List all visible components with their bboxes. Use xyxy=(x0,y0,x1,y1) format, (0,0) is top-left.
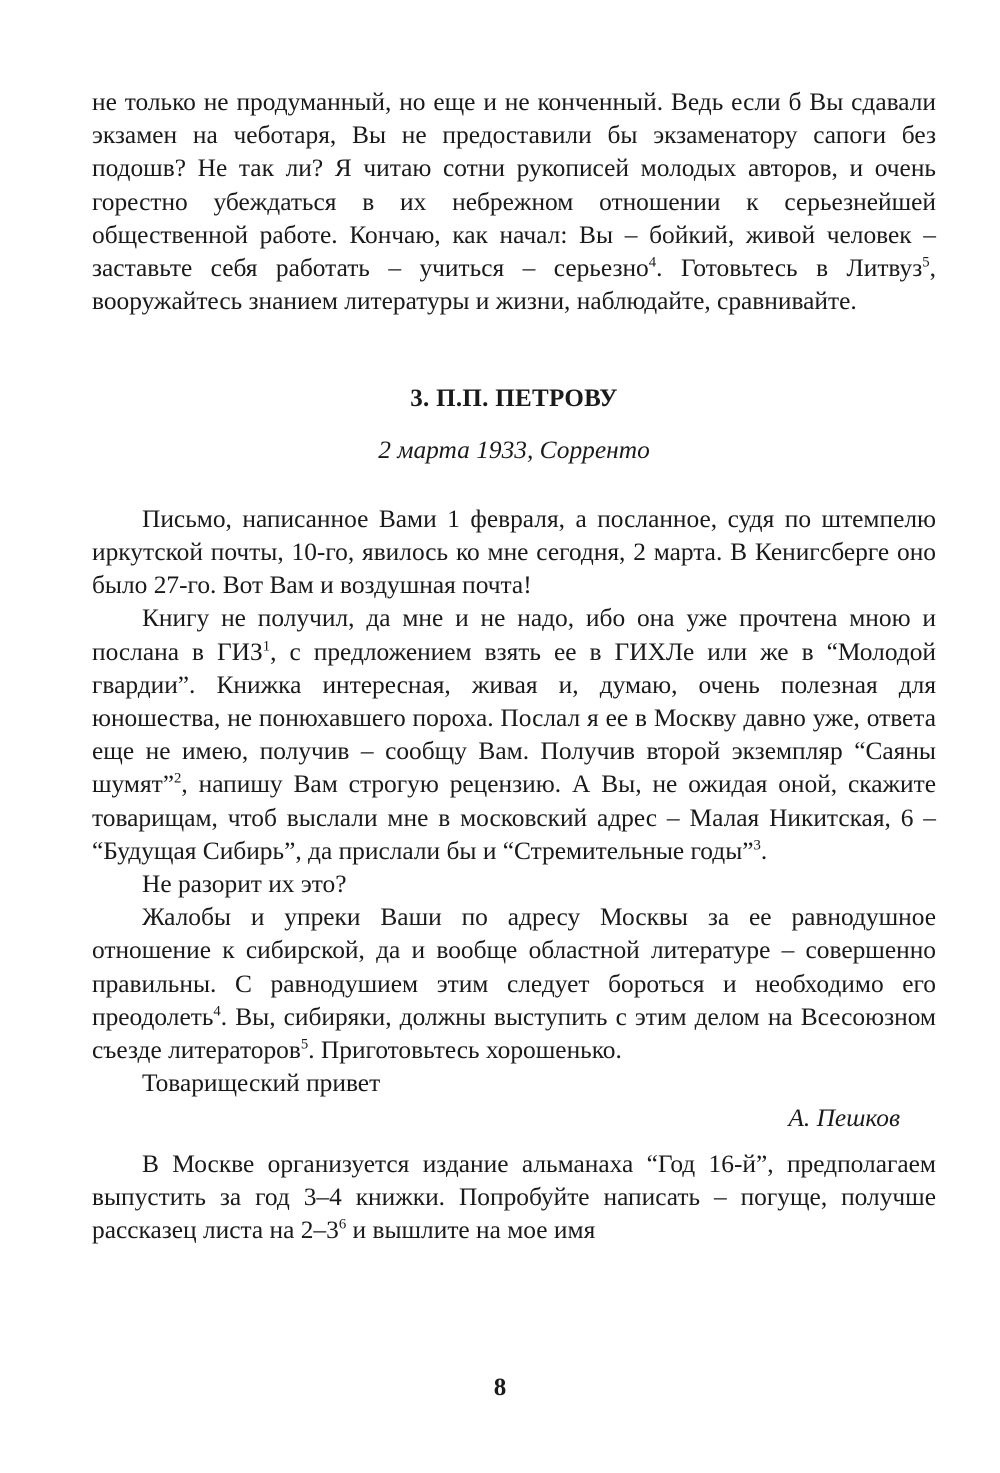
paragraph-text: , напишу Вам строгую рецензию. А Вы, не ожидая оной, скажите товарищам, чтоб выслали мне в московский адрес – Малая Никитская, 6 – “Будущая Сибирь”, да прислали бы и “Стремительные годы” xyxy=(92,770,936,865)
page-number: 8 xyxy=(493,1374,507,1401)
footnote-ref: 1 xyxy=(262,638,271,655)
footnote-ref: 4 xyxy=(213,1003,221,1020)
footnote-ref: 6 xyxy=(338,1216,347,1233)
footnote-ref: 5 xyxy=(922,254,930,271)
footnote-ref: 2 xyxy=(174,770,182,787)
letter-paragraph: Письмо, написанное Вами 1 февраля, а посланное, судя по штемпелю иркутской почты, 10-го, явилось ко мне сегодня, 2 марта. В Кенигсберге оно было 27-го. Вот Вам и воздушная почта! xyxy=(92,504,936,600)
paragraph-text: . Приготовьтесь хорошенько. xyxy=(308,1036,622,1065)
letter-paragraph xyxy=(92,901,936,1067)
intro-paragraph xyxy=(92,86,936,318)
intro-text: , вооружайтесь знанием литературы и жизни, наблюдайте, сравнивайте. xyxy=(92,254,936,316)
letter-heading: 3. П.П. ПЕТРОВУ xyxy=(410,385,618,413)
letter-paragraph xyxy=(92,602,936,868)
letter-date: 2 марта 1933, Сорренто xyxy=(378,435,650,464)
paragraph-text: Книгу не получил, да мне и не надо, ибо она уже прочтена мною и послана в ГИЗ xyxy=(92,604,936,666)
paragraph-text: . Вы, сибиряки, должны выступить с этим делом на Всесоюзном съезде литераторов xyxy=(92,1002,936,1065)
intro-text: не только не продуманный, но еще и не конченный. Ведь если б Вы сдавали экзамен на чеботаря, Вы не предоставили бы экзаменатору сапоги без подошв? Не так ли? Я читаю сотни рукописей молодых авторов, и очень горестно убеждаться в их небрежном отношении к серьезнейшей общественной работе. Кончаю, как начал: Вы – бойкий, живой человек – заставьте себя работать – учиться – серьезно xyxy=(92,88,936,283)
paragraph-text: и вышлите на мое имя xyxy=(346,1216,596,1245)
footnote-ref: 5 xyxy=(300,1036,309,1053)
intro-text: . Готовьтесь в Литвуз xyxy=(656,254,923,283)
letter-signature: А. Пешков xyxy=(788,1104,900,1133)
letter-paragraph: Не разорит их это? xyxy=(142,870,347,899)
footnote-ref: 4 xyxy=(648,254,657,271)
footnote-ref: 3 xyxy=(753,837,761,854)
paragraph-text: . xyxy=(760,836,768,865)
letter-closing: Товарищеский привет xyxy=(142,1069,381,1098)
paragraph-text: Жалобы и упреки Ваши по адресу Москвы за ее равнодушное отношение к сибирской, да и вообще областной литературе – совершенно правильны. С равнодушием этим следует бороться и необходимо его преодолеть xyxy=(92,903,936,1031)
paragraph-text: В Москве организуется издание альманаха “Год 16-й”, предполагаем выпустить за год 3–4 книжки. Попробуйте написать – погуще, получше рассказец листа на 2–3 xyxy=(92,1149,936,1245)
paragraph-text: , с предложением взять ее в ГИХЛе или же в “Молодой гвардии”. Книжка интересная, живая и, думаю, очень полезная для юношества, не понюхавшего пороха. Послал я ее в Москву давно уже, ответа еще не имею, получив – сообщу Вам. Получив второй экземпляр “Саяны шумят” xyxy=(92,637,936,799)
page-body xyxy=(92,86,936,1247)
postscript-paragraph xyxy=(92,1148,936,1248)
